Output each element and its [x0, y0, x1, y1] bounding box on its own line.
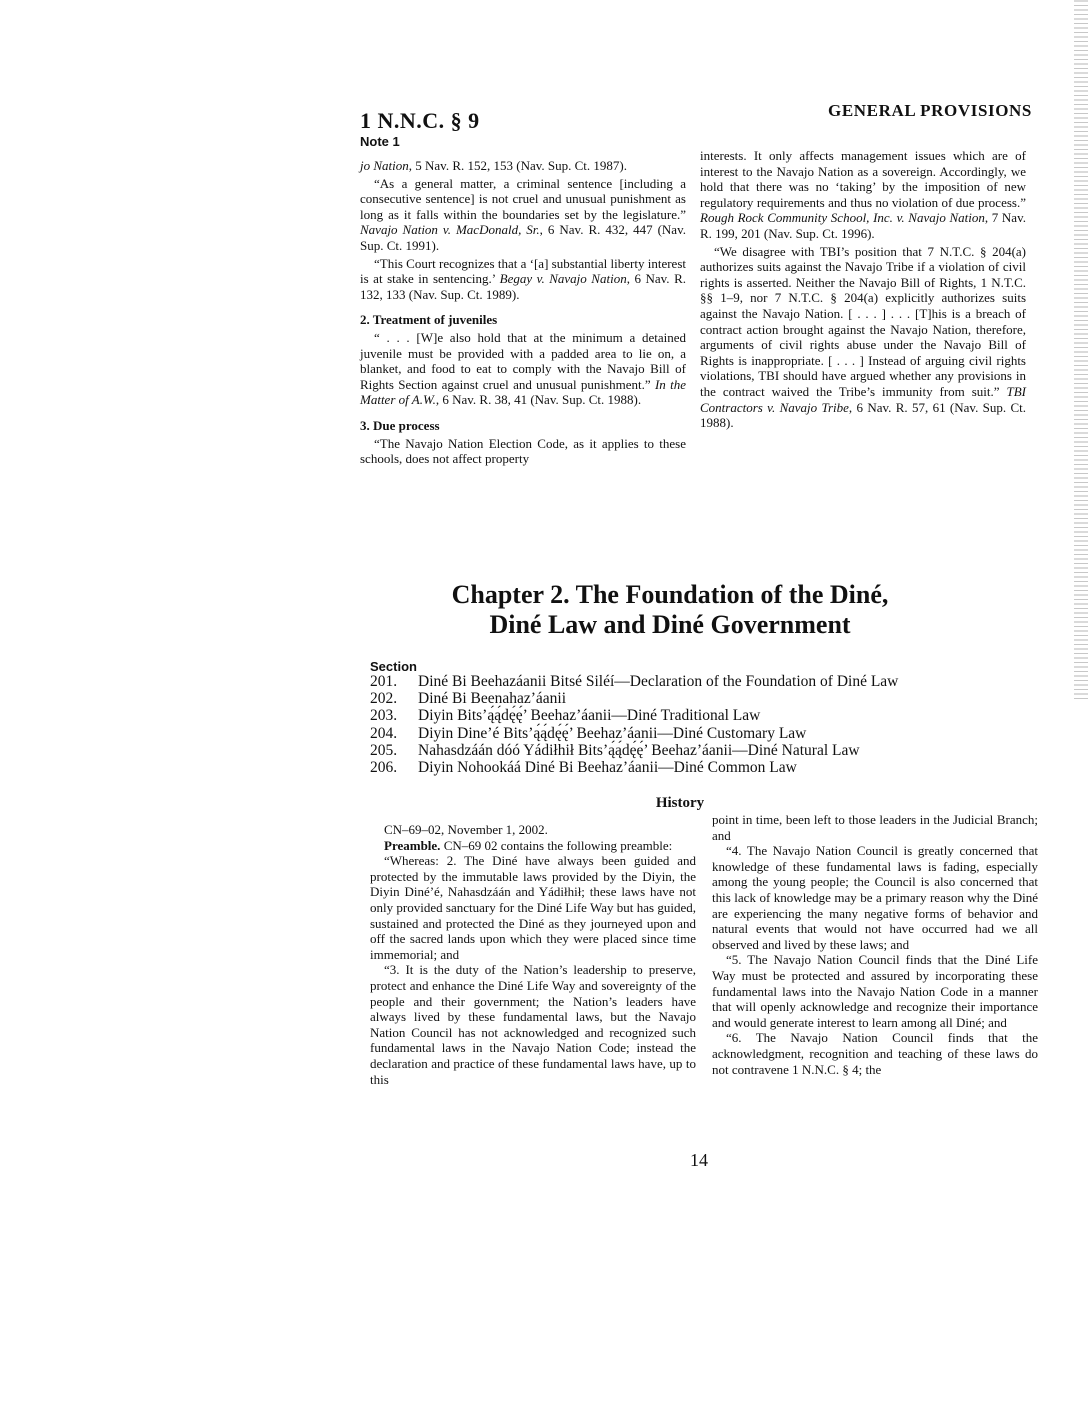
bottom-left-column — [370, 822, 696, 1087]
section-item: 203. Diyin Bits’ą́ą́dę́ę́’ Beehaz’áanii—Diné Traditional Law — [370, 707, 761, 725]
history-paragraph: “Whereas: 2. The Diné have always been guided and protected by the immutable laws provided by the Diyin, the Diyin Diné’é, Nahasdzáán and Yádiłhił; these laws have not only provided sanctuary for the Diné Life Way but has guided, sustained and protected the Diné as they journeyed upon and off the sacred lands upon which they were placed since time immemorial; and — [370, 853, 696, 962]
section-item: 201. Diné Bi Beehazáanii Bitsé Siléí—Declaration of the Foundation of Diné Law — [370, 673, 899, 690]
chapter-title-line-2: Diné Law and Diné Government — [489, 610, 851, 639]
header-note: Note 1 — [360, 134, 400, 149]
history-paragraph: “3. It is the duty of the Nation’s leadership to preserve, protect and enhance the Diné Life Way and sovereignty of the people and their government; the Nation’s leaders have always lived by these fundamental laws, but the Navajo Nation Council has not acknowledged and recognized such fundamental laws in the Navajo Nation Code; instead the declaration and practice of these fundamental laws have, up to this — [370, 962, 696, 1087]
section-item: 202. Diné Bi Beenahaz’áanii — [370, 690, 567, 708]
case-note-paragraph: interests. It only affects management issues which are of interest to the Navajo Nation as a sovereign. Accordingly, we hold that there was no ‘taking’ by the imposition of new regulatory requirements and thus no violation of due process.” Rough Rock Community School, Inc. v. Navajo Nation, 7 Nav. R. 199, 201 (Nav. Sup. Ct. 1996). — [700, 148, 1026, 241]
case-note-paragraph: “The Navajo Nation Election Code, as it applies to these schools, does not affect property — [360, 435, 686, 467]
case-note-paragraph: “As a general matter, a criminal sentence [including a consecutive sentence] is not cruel and unusual punishment as long as it falls within the boundaries set by the legislature.” Navajo Nation v. MacDonald, Sr., 6 Nav. R. 432, 447 (Nav. Sup. Ct. 1991). — [360, 175, 686, 253]
page-number: 14 — [690, 1150, 708, 1170]
section-item: 204. Diyin Dine’é Bits’ą́ą́dę́ę́’ Beehaz’áanii—Diné Customary Law — [370, 724, 807, 742]
note-heading: 2. Treatment of juveniles — [360, 312, 498, 328]
running-title: GENERAL PROVISIONS — [828, 101, 1032, 120]
history-heading: History — [655, 795, 705, 811]
history-paragraph: point in time, been left to those leaders in the Judicial Branch; and — [712, 812, 1038, 843]
section-label: Section — [370, 659, 417, 674]
section-list — [370, 664, 898, 776]
case-note-paragraph: jo Nation, 5 Nav. R. 152, 153 (Nav. Sup. Ct. 1987). — [360, 158, 627, 173]
top-right-column — [700, 148, 1026, 431]
case-note-paragraph: “ . . . [W]e also hold that at the minimum a detained juvenile must be provided with a padded area to lie on, a blanket, and food to eat to comply with the Navajo Bill of Rights Section against cruel and unusual punishment.” In the Matter of A.W., 6 Nav. R. 38, 41 (Nav. Sup. Ct. 1988). — [360, 329, 686, 408]
chapter-title-line-1: Chapter 2. The Foundation of the Diné, — [451, 580, 889, 609]
note-heading: 3. Due process — [360, 417, 440, 433]
history-paragraph: CN–69–02, November 1, 2002. — [384, 822, 548, 837]
history-paragraph: “6. The Navajo Nation Council finds that the acknowledgment, recognition and teaching of these laws do not contravene 1 N.N.C. § 4; the — [712, 1030, 1038, 1077]
history-paragraph: “4. The Navajo Nation Council is greatly concerned that knowledge of these fundamental laws is fading, especially among the young people; the Council is also concerned that this lack of knowledge may be a primary reason why the Diné are experiencing the many negative forms of behavior and natural events that would not have occurred had we all observed and lived by these laws; and — [712, 843, 1038, 952]
case-note-paragraph: “We disagree with TBI’s position that 7 N.T.C. § 204(a) authorizes suits against the Navajo Tribe if a violation of civil rights is asserted. Neither the Navajo Bill of Rights, 1 N.T.C. §§ 1–9, nor 7 N.T.C. § 204(a) explicitly authorizes suits against the Navajo Nation. [ . . . ] . . . [T]his is a breach of contract action brought against the Navajo Nation, therefore, arguments of civil rights abuse under the Navajo Bill of Rights is inappropriate. [ . . . ] Instead of arguing civil rights violations, TBI should have argued whether any provisions in the contract waived the Tribe’s immunity from suit.” TBI Contractors v. Navajo Tribe, 6 Nav. R. 57, 61 (Nav. Sup. Ct. 1988). — [700, 243, 1027, 431]
top-left-column — [360, 158, 686, 467]
section-item: 205. Nahasdzáán dóó Yádiłhił Bits’ą́ą́dę́ę́’ Beehaz’áanii—Diné Natural Law — [370, 741, 860, 759]
header-citation: 1 N.N.C. § 9 — [360, 108, 480, 133]
chapter-heading — [360, 580, 980, 640]
header-citation-block — [360, 108, 480, 149]
case-note-paragraph: “This Court recognizes that a ‘[a] substantial liberty interest is at stake in sentencing.’ Begay v. Navajo Nation, 6 Nav. R. 132, 133 (Nav. Sup. Ct. 1989). — [360, 255, 686, 302]
history-paragraph: Preamble. CN–69 02 contains the following preamble: — [384, 837, 673, 853]
history-paragraph: “5. The Navajo Nation Council finds that the Diné Life Way must be protected and assured by incorporating these fundamental laws into the Navajo Nation Code in a manner that will openly acknowledge and recognize their importance and would generate interest to learn among all Diné; and — [712, 952, 1038, 1030]
section-item: 206. Diyin Nohookáá Diné Bi Beehaz’áanii—Diné Common Law — [370, 759, 797, 777]
bottom-right-column — [712, 812, 1038, 1077]
